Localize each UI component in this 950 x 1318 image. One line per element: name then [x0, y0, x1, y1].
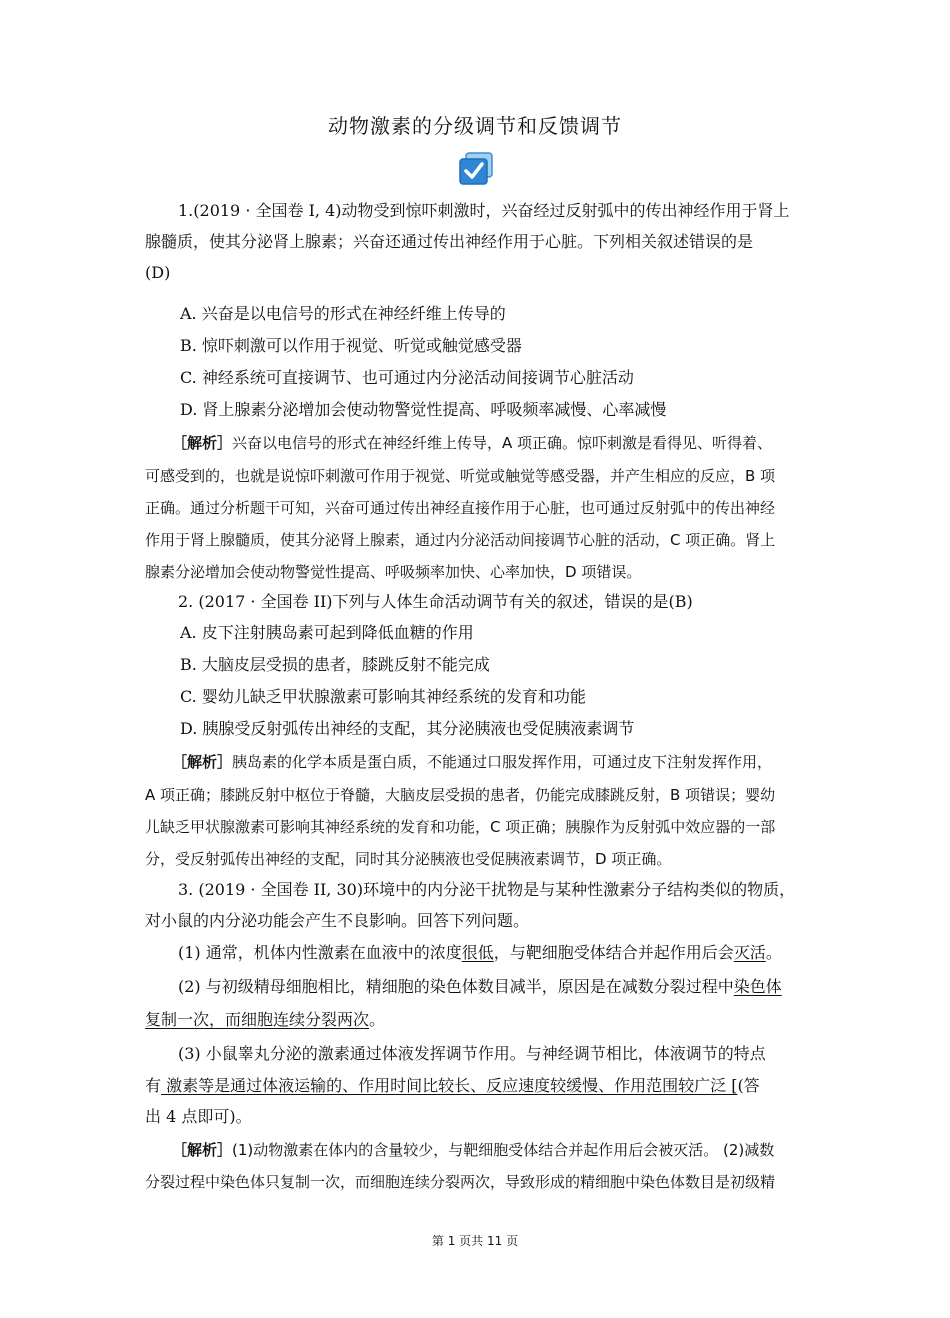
q3-part3-cont: 出 4 点即可)。 — [145, 1107, 252, 1126]
q2-stem: 2. (2017 · 全国卷 II)下列与人体生命活动调节有关的叙述，错误的是(B) — [178, 592, 693, 611]
q3-part3: (3) 小鼠睾丸分泌的激素通过体液发挥调节作用。与神经调节相比，体液调节的特点 — [178, 1044, 766, 1063]
analysis-text: (1)动物激素在体内的含量较少，与靶细胞受体结合并起作用后会被灭活。 (2)减数 — [232, 1141, 775, 1159]
page-footer: 第 1 页共 11 页 — [431, 1234, 519, 1248]
q3-part1-text: (1) 通常，机体内性激素在血液中的浓度 — [178, 943, 462, 962]
q1-analysis-line: 正确。通过分析题干可知，兴奋可通过传出神经直接作用于心脏，也可通过反射弧中的传出神经 — [145, 499, 776, 517]
q1-analysis-line: 可感受到的，也就是说惊吓刺激可作用于视觉、听觉或触觉等感受器，并产生相应的反应，B 项 — [145, 467, 776, 485]
q1-stem-line: 1.(2019 · 全国卷 Ⅰ, 4)动物受到惊吓刺激时，兴奋经过反射弧中的传出神经作用于肾上 — [178, 201, 790, 220]
q2-analysis-line: 分，受反射弧传出神经的支配，同时其分泌胰液也受促胰液素调节，D 项正确。 — [145, 850, 672, 868]
checkbox-checked-icon — [458, 152, 494, 186]
q1-option-c: C. 神经系统可直接调节、也可通过内分泌活动间接调节心脏活动 — [180, 368, 634, 387]
q3-part1-text: ，与靶细胞受体结合并起作用后会 — [493, 943, 734, 962]
q2-option-c: C. 婴幼儿缺乏甲状腺激素可影响其神经系统的发育和功能 — [180, 687, 586, 706]
q1-option-b: B. 惊吓刺激可以作用于视觉、听觉或触觉感受器 — [180, 336, 522, 355]
q2-option-d: D. 胰腺受反射弧传出神经的支配，其分泌胰液也受促胰液素调节 — [180, 719, 635, 738]
q3-analysis-line: 分裂过程中染色体只复制一次，而细胞连续分裂两次，导致形成的精细胞中染色体数目是初级精 — [145, 1173, 776, 1191]
q1-analysis-line: 作用于肾上腺髓质，使其分泌肾上腺素，通过内分泌活动间接调节心脏的活动，C 项正确。肾上 — [145, 531, 776, 549]
q3-part1-text: 。 — [765, 943, 782, 962]
q1-analysis-line — [172, 433, 772, 453]
q3-part3-answer: 激素等是通过体液运输的、作用时间比较长、反应速度较缓慢、作用范围较广泛 [ — [161, 1076, 738, 1095]
analysis-label: ［解析］ — [172, 434, 233, 452]
q2-analysis-line: 儿缺乏甲状腺激素可影响其神经系统的发育和功能，C 项正确；胰腺作为反射弧中效应器的一部 — [145, 818, 776, 836]
q2-analysis-line — [172, 752, 772, 772]
analysis-label: ［解析］ — [172, 753, 233, 771]
q1-answer: (D) — [145, 263, 171, 282]
q3-part2-text: (2) 与初级精母细胞相比，精细胞的染色体数目减半，原因是在减数分裂过程中 — [178, 977, 734, 996]
q3-part3-cont — [145, 1076, 760, 1096]
q2-option-b: B. 大脑皮层受损的患者，膝跳反射不能完成 — [180, 655, 490, 674]
analysis-text: 兴奋以电信号的形式在神经纤维上传导，A 项正确。惊吓刺激是看得见、听得着、 — [232, 434, 773, 452]
q3-analysis-line — [172, 1140, 774, 1160]
q3-part2-answer: 染色体 — [733, 977, 782, 996]
q3-part1 — [178, 943, 782, 963]
q3-part2-cont — [145, 1010, 385, 1030]
q3-stem-line: 3. (2019 · 全国卷 II, 30)环境中的内分泌干扰物是与某种性激素分子结构类似的物质， — [178, 880, 796, 899]
analysis-label: ［解析］ — [172, 1141, 233, 1159]
q3-part2 — [178, 977, 782, 997]
q1-option-a: A. 兴奋是以电信号的形式在神经纤维上传导的 — [180, 304, 506, 323]
q1-analysis-line: 腺素分泌增加会使动物警觉性提高、呼吸频率加快、心率加快，D 项错误。 — [145, 563, 642, 581]
q1-stem-line: 腺髓质，使其分泌肾上腺素；兴奋还通过传出神经作用于心脏。下列相关叙述错误的是 — [145, 232, 754, 251]
q3-part3-text: (答 — [737, 1076, 760, 1095]
q1-option-d: D. 肾上腺素分泌增加会使动物警觉性提高、呼吸频率减慢、心率减慢 — [180, 400, 667, 419]
q2-option-a: A. 皮下注射胰岛素可起到降低血糖的作用 — [180, 623, 474, 642]
analysis-text: 胰岛素的化学本质是蛋白质，不能通过口服发挥作用，可通过皮下注射发挥作用， — [232, 753, 773, 771]
q3-part2-answer: 复制一次，而细胞连续分裂两次 — [145, 1010, 370, 1029]
q3-part1-answer: 灭活 — [733, 943, 766, 962]
q2-analysis-line: A 项正确；膝跳反射中枢位于脊髓，大脑皮层受损的患者，仍能完成膝跳反射，B 项错误；婴幼 — [145, 786, 776, 804]
q3-part1-answer: 很低 — [461, 943, 494, 962]
document-title: 动物激素的分级调节和反馈调节 — [328, 114, 622, 138]
q3-part2-text: 。 — [369, 1010, 386, 1029]
q3-stem-line: 对小鼠的内分泌功能会产生不良影响。回答下列问题。 — [145, 911, 530, 930]
q3-part3-text: 有 — [145, 1076, 162, 1095]
